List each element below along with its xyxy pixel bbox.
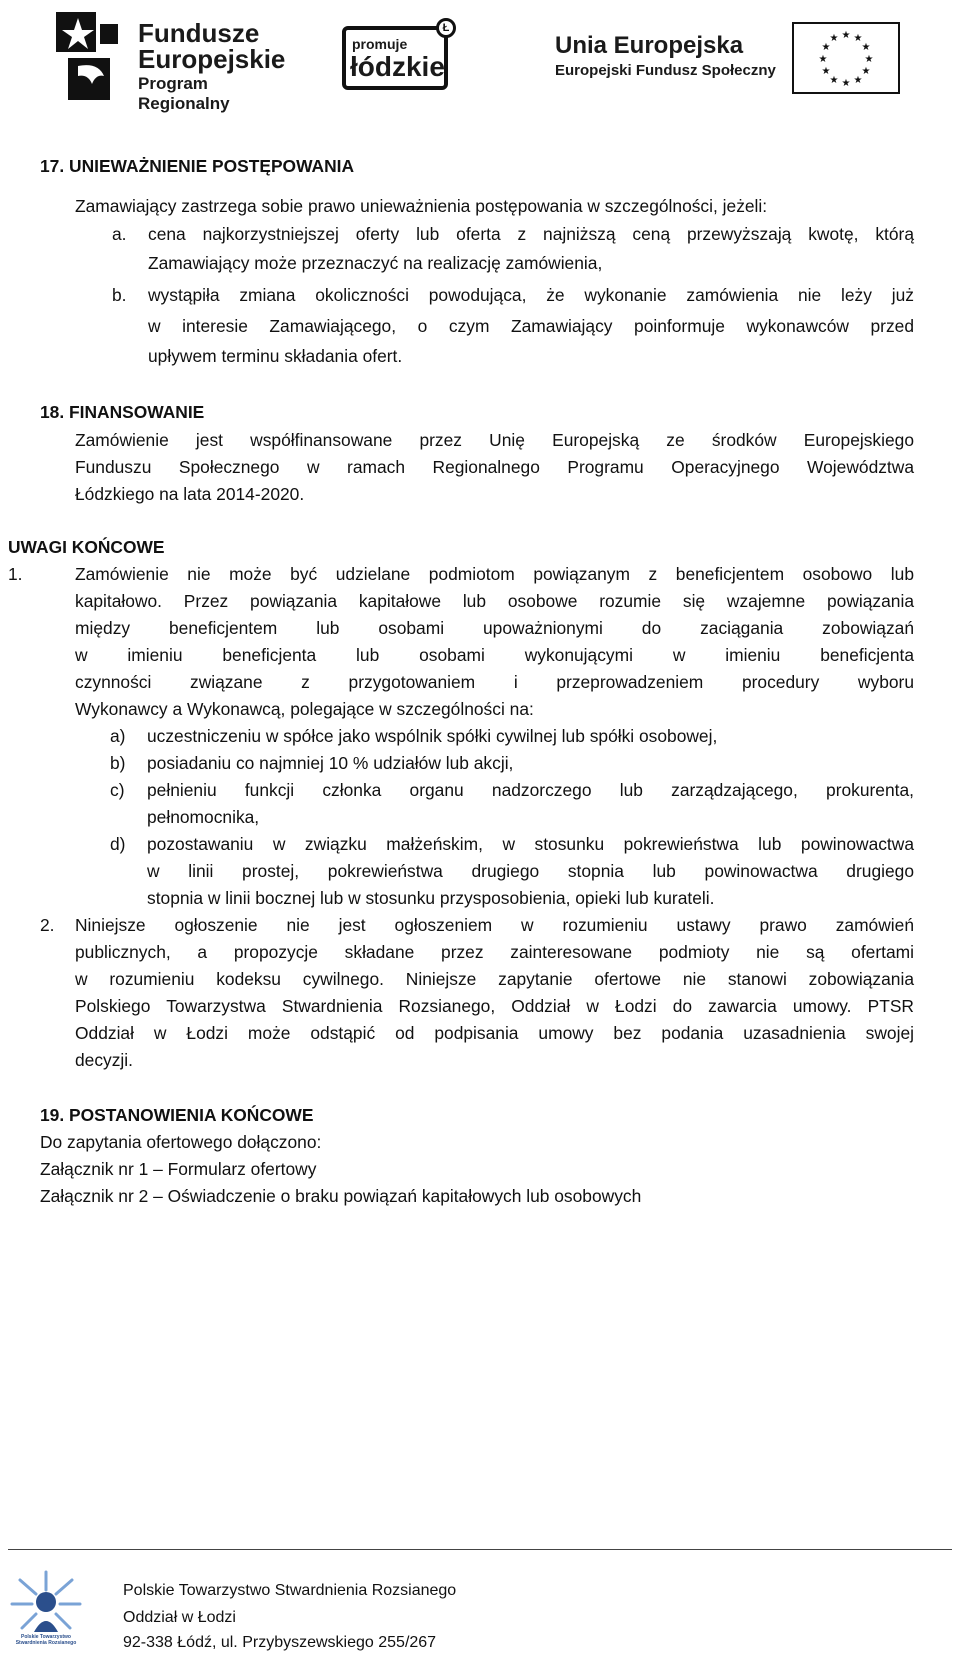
uwagi-item-c-line-2: pełnomocnika, — [147, 807, 260, 827]
uwagi-p1-line-6: Wykonawcy a Wykonawcą, polegające w szczególności na: — [75, 699, 534, 719]
uwagi-p1-line-1: Zamówienie nie może być udzielane podmiotom powiązanym z beneficjentem osobowo lub — [75, 564, 914, 584]
section-19-attachment-2: Załącznik nr 2 – Oświadczenie o braku powiązań kapitałowych lub osobowych — [40, 1186, 642, 1206]
ptsr-logo — [6, 1566, 86, 1650]
uwagi-p1-line-3: między beneficjentem lub osobami upoważnionymi do zaciągania zobowiązań — [75, 618, 914, 638]
uwagi-heading: UWAGI KOŃCOWE — [8, 537, 165, 557]
svg-text:★: ★ — [841, 30, 851, 41]
svg-text:★: ★ — [821, 66, 831, 77]
section-18-heading: 18. FINANSOWANIE — [40, 402, 205, 422]
section-18-line-1: Zamówienie jest współfinansowane przez Unię Europejską ze środków Europejskiego — [75, 430, 914, 450]
svg-text:★: ★ — [818, 54, 828, 65]
uwagi-item-a-label: a) — [110, 726, 126, 746]
section-17-b-line-1: wystąpiła zmiana okoliczności powodująca, że wykonanie zamówienia nie leży już — [148, 285, 914, 305]
uwagi-p1-line-2: kapitałowo. Przez powiązania kapitałowe lub osobowe rozumie się wzajemne powiązania — [75, 591, 914, 611]
uwagi-p1-label: 1. — [8, 564, 23, 584]
svg-text:★: ★ — [853, 33, 863, 44]
lodz-top: promuje — [352, 36, 408, 52]
uwagi-p1-line-4: w imieniu beneficjenta lub osobami wykonującymi w imieniu beneficjenta — [75, 645, 914, 665]
uwagi-item-d-line-3: stopnia w linii bocznej lub w stosunku przysposobienia, opieki lub kurateli. — [147, 888, 715, 908]
uwagi-item-d-label: d) — [110, 834, 126, 854]
section-17-a-line-2: Zamawiający może przeznaczyć na realizację zamówienia, — [148, 253, 603, 273]
svg-text:★: ★ — [861, 66, 871, 77]
uwagi-item-c-line-1: pełnieniu funkcji członka organu nadzorczego lub zarządzającego, prokurenta, — [147, 780, 914, 800]
ptsr-logo-text: Polskie Towarzystwo Stwardnienia Rozsianego — [15, 1634, 77, 1646]
section-17-heading: 17. UNIEWAŻNIENIE POSTĘPOWANIA — [40, 156, 355, 176]
section-17-b-line-2: w interesie Zamawiającego, o czym Zamawiający poinformuje wykonawców przed — [148, 316, 914, 336]
section-19-line-1: Do zapytania ofertowego dołączono: — [40, 1132, 322, 1152]
uwagi-p2-line-3: w rozumieniu kodeksu cywilnego. Niniejsze zapytanie ofertowe nie stanowi zobowiązania — [75, 969, 914, 989]
uwagi-item-c-label: c) — [110, 780, 125, 800]
ptsr-emblem-icon — [6, 1566, 86, 1636]
footer-line-2: Oddział w Łodzi — [123, 1609, 236, 1626]
uwagi-p2-line-6: decyzji. — [75, 1050, 133, 1070]
section-17-b-line-3: upływem terminu składania ofert. — [148, 346, 403, 366]
uwagi-item-a: uczestniczeniu w spółce jako wspólnik spółki cywilnej lub spółki osobowej, — [147, 726, 718, 746]
footer-divider — [8, 1549, 952, 1550]
fe-line-3: Program Regionalny — [138, 74, 230, 113]
ue-line-1: Unia Europejska — [555, 32, 744, 59]
svg-text:★: ★ — [829, 75, 839, 86]
uwagi-item-b: posiadaniu co najmniej 10 % udziałów lub akcji, — [147, 753, 514, 773]
uwagi-p2-line-5: Oddział w Łodzi może odstąpić od podpisania umowy bez podania uzasadnienia swojej — [75, 1023, 914, 1043]
svg-text:★: ★ — [841, 78, 851, 89]
unia-europejska-logo — [555, 18, 955, 98]
uwagi-p2-line-2: publicznych, a propozycje składane przez zainteresowane podmioty nie są ofertami — [75, 942, 914, 962]
lodzkie-coin-icon: Ł — [436, 18, 456, 38]
footer-line-3: 92-338 Łódź, ul. Przybyszewskiego 255/267 — [123, 1634, 437, 1651]
fundusze-europejskie-logo — [20, 4, 286, 113]
uwagi-item-d-line-1: pozostawaniu w związku małżeńskim, w stosunku pokrewieństwa lub powinowactwa — [147, 834, 914, 854]
footer-line-1: Polskie Towarzystwo Stwardnienia Rozsianego — [123, 1582, 457, 1599]
section-17-a-line-1: cena najkorzystniejszej oferty lub oferta z najniższą ceną przewyższają kwotę, którą — [148, 224, 914, 244]
promuje-lodzkie-logo — [342, 18, 462, 94]
section-18-line-3: Łódzkiego na lata 2014-2020. — [75, 484, 305, 504]
section-17-a-label: a. — [112, 224, 127, 244]
svg-text:★: ★ — [829, 33, 839, 44]
uwagi-p2-label: 2. — [40, 915, 55, 935]
eu-flag-icon — [792, 22, 900, 94]
fe-line-1: Fundusze — [138, 18, 260, 48]
fe-line-2: Europejskie — [138, 44, 286, 74]
section-17-intro: Zamawiający zastrzega sobie prawo unieważnienia postępowania w szczególności, jeżeli: — [75, 196, 768, 216]
header-logos — [0, 0, 960, 118]
svg-text:★: ★ — [821, 42, 831, 53]
section-19-attachment-1: Załącznik nr 1 – Formularz ofertowy — [40, 1159, 317, 1179]
uwagi-item-b-label: b) — [110, 753, 126, 773]
uwagi-p1-line-5: czynności związane z przygotowaniem i przeprowadzeniem procedury wyboru — [75, 672, 914, 692]
section-19-heading: 19. POSTANOWIENIA KOŃCOWE — [40, 1105, 314, 1125]
uwagi-p2-line-4: Polskiego Towarzystwa Stwardnienia Rozsianego, Oddział w Łodzi do zawarcia umowy. PTSR — [75, 996, 914, 1016]
svg-text:★: ★ — [864, 54, 874, 65]
lodz-main: łódzkie — [350, 51, 445, 82]
section-18-line-2: Funduszu Społecznego w ramach Regionalnego Programu Operacyjnego Województwa — [75, 457, 914, 477]
svg-text:★: ★ — [853, 75, 863, 86]
section-17-b-label: b. — [112, 285, 127, 305]
uwagi-item-d-line-2: w linii prostej, pokrewieństwa drugiego stopnia lub powinowactwa drugiego — [147, 861, 914, 881]
ue-line-2: Europejski Fundusz Społeczny — [555, 62, 776, 79]
uwagi-p2-line-1: Niniejsze ogłoszenie nie jest ogłoszeniem w rozumieniu ustawy prawo zamówień — [75, 915, 914, 935]
fundusze-europejskie-emblem-icon — [48, 4, 148, 104]
svg-text:★: ★ — [861, 42, 871, 53]
